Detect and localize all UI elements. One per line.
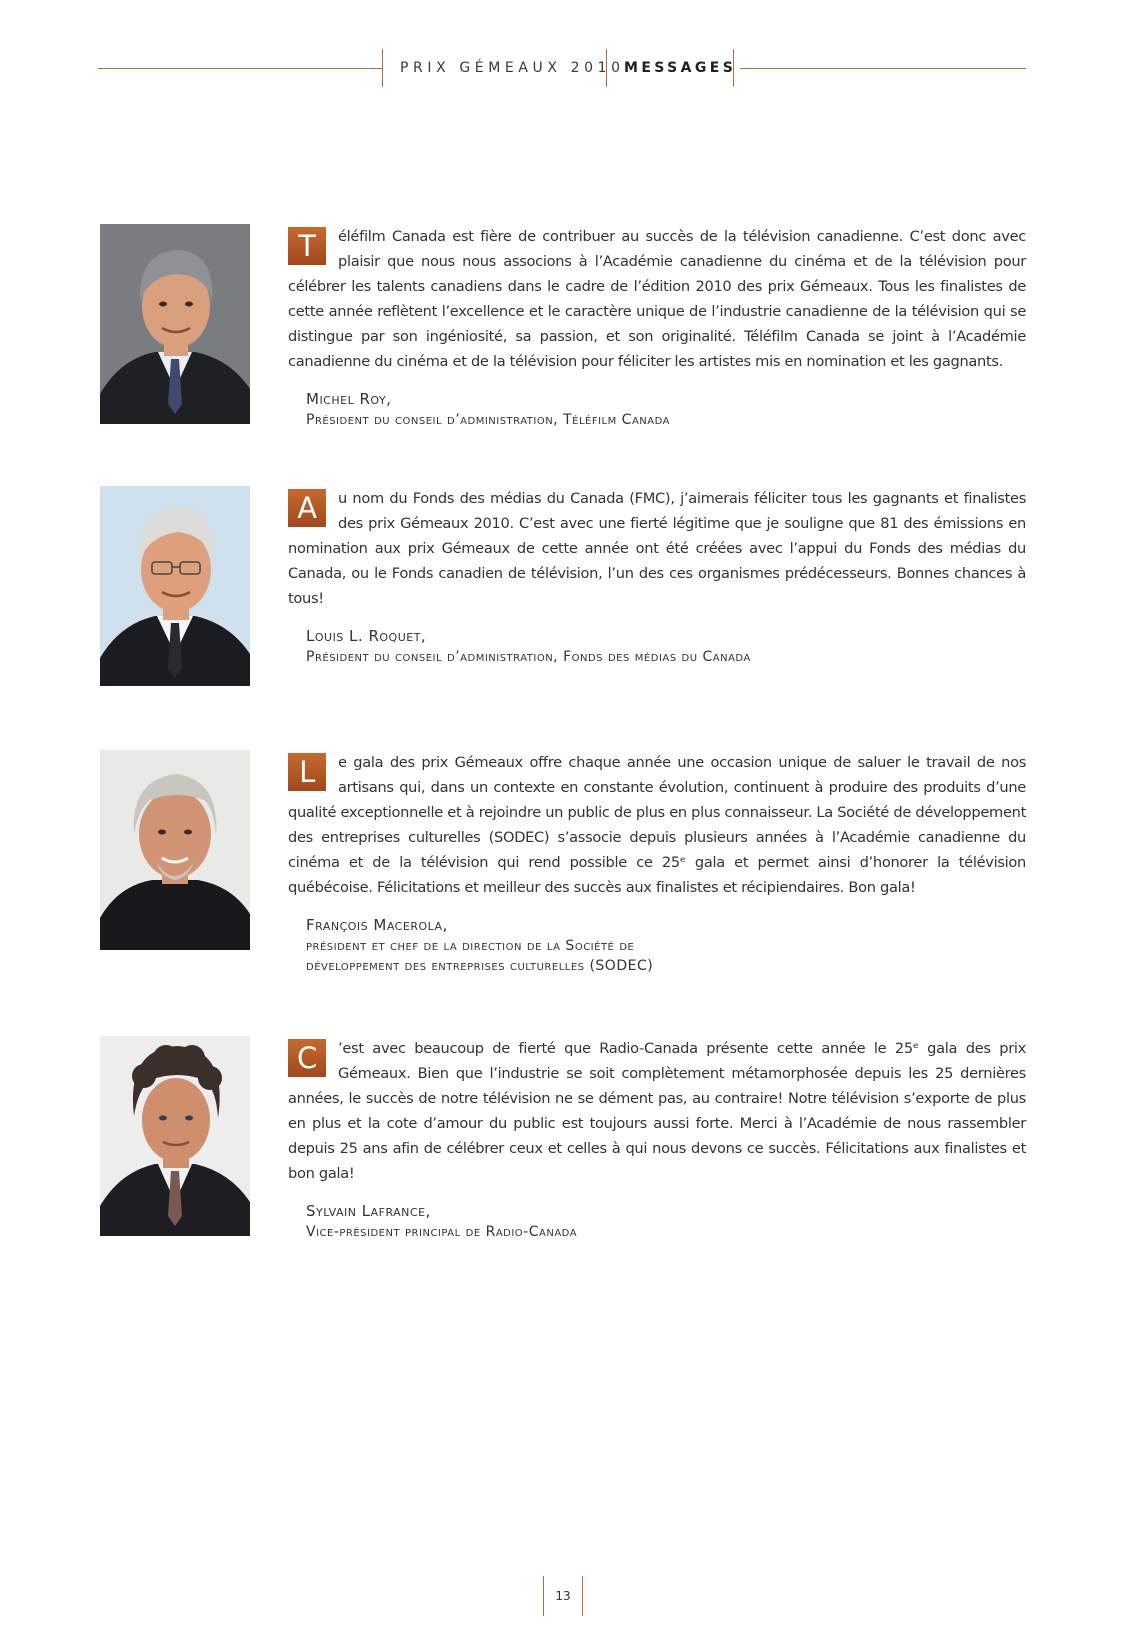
drop-cap: A: [288, 489, 326, 527]
footer-divider: [543, 1576, 544, 1616]
publication-title: PRIX GÉMEAUX 2010: [400, 60, 625, 76]
message-text: e gala des prix Gémeaux offre chaque année une occasion unique de saluer le travail de nos artisans qui, dans un contexte en constante évolution, continuent à produire des produits d’une qualité exceptionnelle et à rejoindre un public de plus en plus connaisseur. La Société de développement des entreprises culturelles (SODEC) s’associe depuis plusieurs années à l’Académie canadienne du cinéma et de la télévision qui rend possible ce 25ᵉ gala et permet ainsi d’honorer la télévision québécoise. Félicitations et meilleur des succès aux finalistes et récipiendaires. Bon gala!: [288, 754, 1026, 896]
signature: [288, 1200, 1026, 1242]
signatory-title: développement des entreprises culturelles (SODEC): [306, 958, 654, 974]
section-title: MESSAGES: [624, 60, 737, 76]
signatory-title: président et chef de la direction de la Société de: [306, 938, 635, 954]
portrait-photo: [100, 750, 250, 950]
signatory-title: Président du conseil d’administration, Fonds des médias du Canada: [306, 649, 751, 665]
drop-cap: C: [288, 1039, 326, 1077]
signatory-name: Sylvain Lafrance,: [306, 1202, 431, 1220]
header-rule-left: [98, 68, 382, 69]
message-body: [288, 224, 1026, 374]
signatory-name: Louis L. Roquet,: [306, 627, 427, 645]
signatory-title: Président du conseil d’administration, Téléfilm Canada: [306, 412, 670, 428]
header-divider: [733, 49, 734, 87]
drop-cap: L: [288, 753, 326, 791]
portrait-photo: [100, 1036, 250, 1236]
header-rule-right: [740, 68, 1026, 69]
portrait-photo: [100, 224, 250, 424]
message-body: [288, 1036, 1026, 1186]
portrait-photo: [100, 486, 250, 686]
signatory-title: Vice-président principal de Radio-Canada: [306, 1224, 578, 1240]
header-divider: [606, 49, 607, 87]
header-divider: [382, 49, 383, 87]
drop-cap: T: [288, 227, 326, 265]
signature: [288, 625, 1026, 667]
message-text: ’est avec beaucoup de fierté que Radio-Canada présente cette année le 25ᵉ gala des prix Gémeaux. Bien que l’industrie se soit complètement métamorphosée depuis les 25 dernières années, le succès de notre télévision ne se dément pas, au contraire! Notre télévision s’exporte de plus en plus et la cote d’amour du public est toujours aussi forte. Merci à l’Académie de nous rassembler depuis 25 ans afin de célébrer ceux et celles à qui nous devons ce succès. Félicitations aux finalistes et bon gala!: [288, 1040, 1026, 1182]
message-body: [288, 750, 1026, 900]
signature: [288, 388, 1026, 430]
message-body: [288, 486, 1026, 611]
message-text: u nom du Fonds des médias du Canada (FMC), j’aimerais féliciter tous les gagnants et finalistes des prix Gémeaux 2010. C’est avec une fierté légitime que je souligne que 81 des émissions en nomination aux prix Gémeaux de cette année ont été créées avec l’appui du Fonds des médias du Canada, ou le Fonds canadien de télévision, l’un des ces organismes prédécesseurs. Bonnes chances à tous!: [288, 490, 1026, 607]
signatory-name: Michel Roy,: [306, 390, 392, 408]
message-text: éléfilm Canada est fière de contribuer au succès de la télévision canadienne. C’est donc avec plaisir que nous nous associons à l’Académie canadienne du cinéma et de la télévision pour célébrer les talents canadiens dans le cadre de l’édition 2010 des prix Gémeaux. Tous les finalistes de cette année reflètent l’excellence et le caractère unique de l’industrie canadienne de la télévision qui se distingue par son ingéniosité, sa passion, et son originalité. Téléfilm Canada se joint à l’Académie canadienne du cinéma et de la télévision pour féliciter les artistes mis en nomination et les gagnants.: [288, 228, 1026, 370]
signatory-name: François Macerola,: [306, 916, 448, 934]
footer-divider: [582, 1576, 583, 1616]
signature: [288, 914, 1026, 976]
page-number: 13: [555, 1589, 571, 1603]
